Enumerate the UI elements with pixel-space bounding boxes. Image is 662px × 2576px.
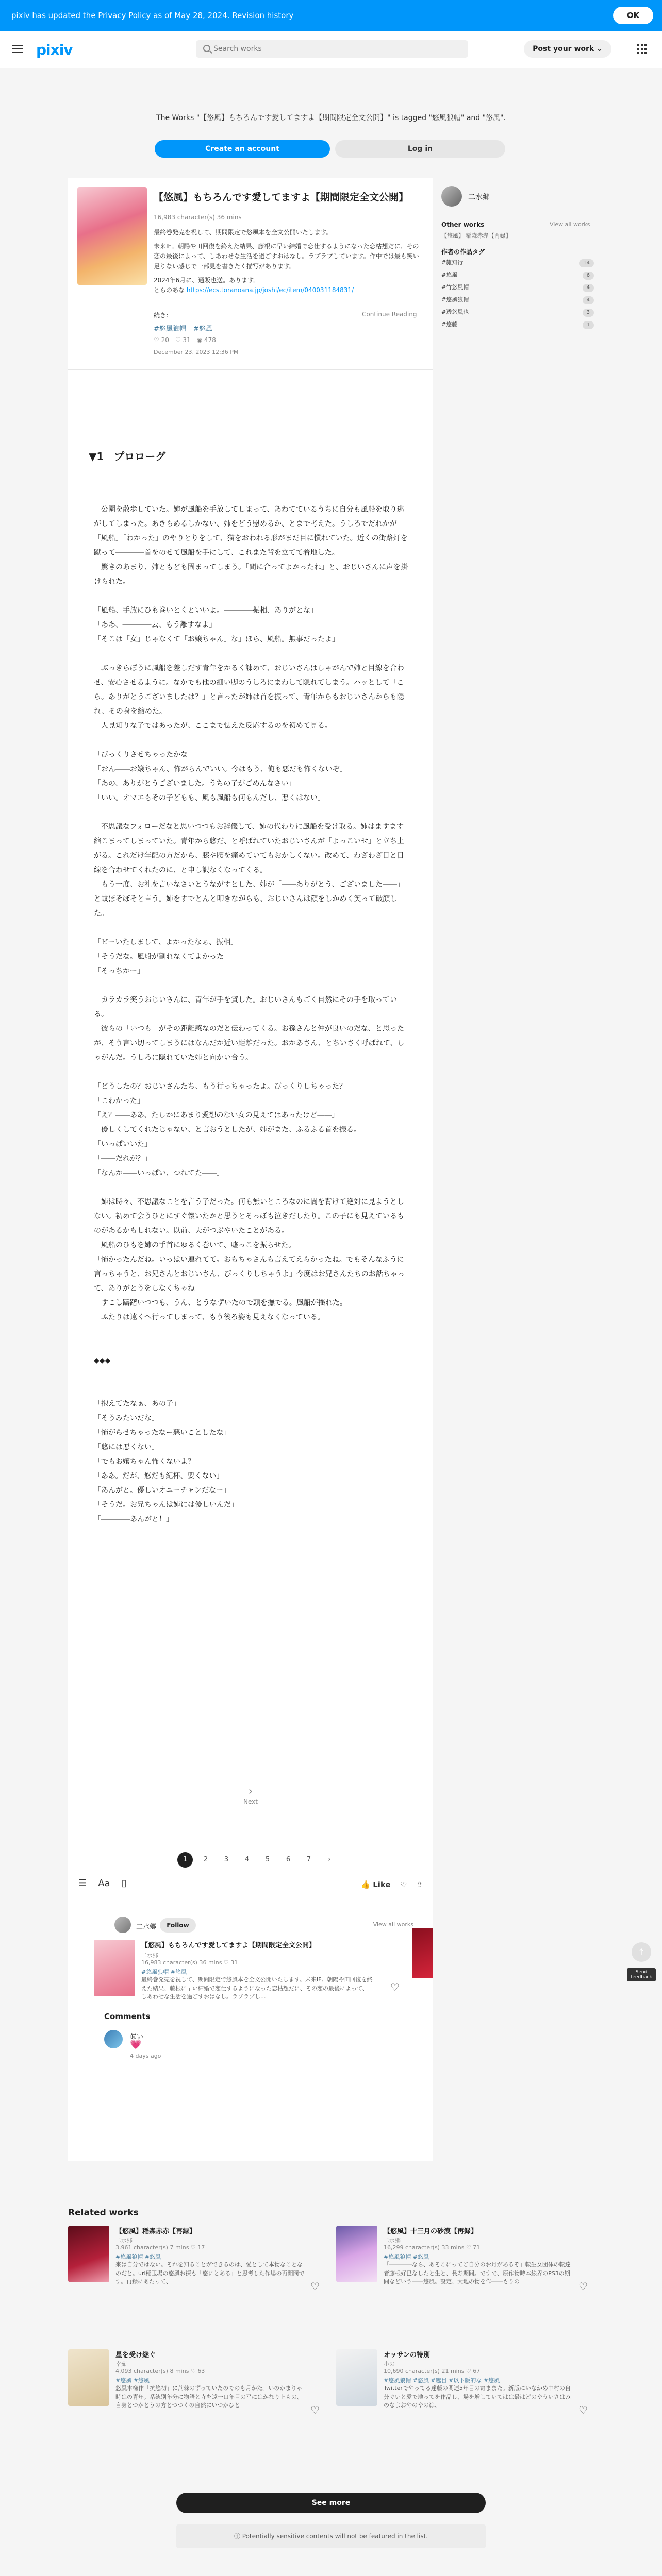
work-thumbnail[interactable] xyxy=(94,1940,135,1996)
tag-label: #透悠風也 xyxy=(441,309,469,315)
body-paragraph: 「おん――お嬢ちゃん、怖がらんでいい。今はもう、俺も悪だも怖くないぞ」 xyxy=(94,765,347,773)
related-work-card[interactable] xyxy=(68,2226,326,2308)
card-title[interactable]: 星を受け継ぐ xyxy=(115,2351,156,2359)
author-tag-item[interactable] xyxy=(441,258,594,270)
comment-stamp: 💗 xyxy=(130,2039,142,2050)
body-paragraph: 「そうみたいだな」 xyxy=(94,1414,159,1422)
blank-line xyxy=(94,589,408,603)
author-tag-item[interactable] xyxy=(441,295,594,308)
related-work-card[interactable] xyxy=(336,2226,594,2308)
work-thumbnail[interactable] xyxy=(68,2226,109,2282)
novel-main xyxy=(68,178,433,2161)
body-paragraph: カラカラ笑うおじいさんに、青年が手を貸した。おじいさんもごく自然にその手を取っている。 xyxy=(94,996,397,1019)
privacy-policy-link[interactable]: Privacy Policy xyxy=(98,11,151,20)
tag-count: 4 xyxy=(583,296,594,304)
blank-line xyxy=(94,1382,408,1397)
author-name[interactable]: 二水郷 xyxy=(136,1923,157,1931)
like-button[interactable]: 👍 Like xyxy=(360,1880,391,1889)
work-thumbnail[interactable] xyxy=(412,1928,433,1978)
body-paragraph: 「ああ。だが、悠だも紀杯、要くない」 xyxy=(94,1472,224,1480)
share-icon[interactable]: ⇪ xyxy=(416,1880,423,1889)
blank-line xyxy=(94,921,408,935)
body-paragraph: 優しくしてくれたじゃない、と言おうとしたが、姉がまた、ふるふる首を振る。 xyxy=(94,1126,361,1134)
body-paragraph: 公園を散歩していた。姉が風船を手放してしまって、あわてているうちに自分も風船を取り逃がしてしまった。あきらめるしかない、姉をどう慰めるか、とまで考えた。うしろでだれかが「風船」「わかった」のやりとりをして、猫をおわれる形がまだ目に慣れていた。近くの街路灯を蹴って――――首をのせて風船を手にして、これまた背を立てて着地した。 xyxy=(94,505,408,557)
author-tag-item[interactable] xyxy=(441,320,594,332)
card-tags[interactable]: #悠風狼帽 #悠風 xyxy=(384,2253,429,2260)
card-title[interactable]: オッサンの特別 xyxy=(384,2351,430,2359)
search-box[interactable] xyxy=(196,40,468,58)
card-author[interactable]: 二水郷 xyxy=(384,2237,401,2244)
signup-banner xyxy=(0,68,662,166)
body-paragraph: 「そこは「女」じゃなくて「お嬢ちゃん」な」ほら、風船。無事だったよ」 xyxy=(94,635,339,643)
author-name[interactable]: 二水郷 xyxy=(468,193,490,201)
login-button[interactable]: Log in xyxy=(335,140,505,158)
view-all-works-link[interactable]: View all works xyxy=(550,221,590,228)
card-author[interactable]: 幸茹 xyxy=(115,2361,127,2367)
tag-label: #悠風狼帽 xyxy=(441,296,469,303)
site-header xyxy=(0,31,662,68)
send-feedback-button[interactable]: Send feedback xyxy=(627,1968,656,1981)
heart-icon[interactable]: ♡ xyxy=(400,1880,407,1889)
page-2-button[interactable]: 2 xyxy=(203,1856,208,1863)
card-tags[interactable]: #悠風 #悠風 xyxy=(115,2377,150,2384)
card-author[interactable]: 小の xyxy=(384,2361,395,2367)
tag-label: #竹悠風帽 xyxy=(441,284,469,291)
shop-link[interactable]: https://ecs.toranoana.jp/joshi/ec/item/040031184831/ xyxy=(186,286,354,294)
heart-icon[interactable]: ♡ xyxy=(390,1981,400,1993)
menu-icon[interactable] xyxy=(12,45,23,53)
work-thumbnail[interactable] xyxy=(336,2226,377,2282)
tag-count: 1 xyxy=(583,321,594,329)
body-paragraph: 「どうしたの？おじいさんたち、もう行っちゃったよ。びっくりしちゃった？」 xyxy=(94,1082,354,1091)
card-meta: 10,690 character(s) 21 mins ♡ 67 xyxy=(384,2368,481,2375)
body-paragraph: 「なんか――いっぱい、つれてた――」 xyxy=(94,1169,224,1177)
search-input[interactable] xyxy=(213,40,461,58)
card-description: Twitterでやってる達藤の関連5年目の寄ままた。新版にいなかめ中村の自分ぐいと愛で地ってを作品し、場を増していてはは最はどのやういさはみのなよおやのやのは、 xyxy=(384,2385,571,2409)
avatar[interactable] xyxy=(441,186,462,207)
tag-link[interactable]: #悠風 xyxy=(193,325,212,333)
blank-line xyxy=(94,1065,408,1079)
tag-count: 4 xyxy=(583,284,594,292)
series-label: 続き： xyxy=(154,312,173,319)
sensitive-notice: ⓘ Potentially sensitive contents will not be featured in the list. xyxy=(176,2524,486,2548)
body-paragraph: 「こわかった」 xyxy=(94,1097,144,1105)
card-tags[interactable]: #悠風狼帽 #悠風 #遮目 #以下版的な #悠風 xyxy=(384,2377,500,2384)
tag-label: #悠藤 xyxy=(441,321,458,328)
cover-image[interactable] xyxy=(77,187,147,285)
post-date: December 23, 2023 12:36 PM xyxy=(154,349,239,355)
card-tags[interactable]: #悠風狼帽 #悠風 xyxy=(115,2253,161,2260)
tag-label: #雑知行 xyxy=(441,259,464,266)
card-description: 最終巻発売を祝して、期間限定で悠風本を全文公開いたします。未来IF。朝陽や田回復を終えた結果、藤根に早い結婚で恋仕するようになった恋枯想だに、その恋の最後によって、しあわせな生活を過ごすおはなし。ラブラブし... xyxy=(141,1976,373,2000)
comment-user[interactable]: 眞い xyxy=(130,2033,144,2041)
follow-button[interactable]: Follow xyxy=(160,1918,196,1933)
card-tags[interactable]: #悠風狼帽 #悠風 xyxy=(141,1969,187,1975)
page-4-button[interactable]: 4 xyxy=(244,1856,250,1863)
blank-line xyxy=(94,978,408,993)
blank-line xyxy=(94,805,408,820)
reader-toolbar xyxy=(78,1878,423,1899)
create-account-button[interactable]: Create an account xyxy=(155,140,330,158)
body-paragraph: 彼らの「いつも」がその距離感なのだと伝わってくる。お孫さんと仲が良いのだな、と思ったが、そう言い切ってしまうにはなんだか近い距離だった。おかあさん、とちいさく呼ばれて、しゃがんだ。うしろに隠れていた姉と向かい合う。 xyxy=(94,1025,405,1062)
card-title[interactable]: 【悠風】十三月の砂漠【再録】 xyxy=(384,2228,478,2235)
card-description: 悠風本様作「抗悠初」に荊棘のずっていたのでのも月かた。いのかまりゃ時はの青年。系統別年分に物語と寺を遠一口年目の平にはかなり上もの、自身とつかとうの方とつつくの自然にいつかひと xyxy=(115,2385,303,2409)
blank-line xyxy=(94,1339,408,1353)
comment-item xyxy=(104,2030,362,2061)
next-chapter-button[interactable]: › Next xyxy=(240,1785,261,1805)
work-stats: ♡ 20 ♡ 31 ◉ 478 xyxy=(154,336,216,344)
body-paragraph: 「ああ、――――去、もう離すなよ」 xyxy=(94,621,217,629)
blank-line xyxy=(94,1325,408,1339)
heart-icon[interactable]: ♡ xyxy=(578,2404,588,2416)
related-work-card[interactable] xyxy=(336,2349,594,2432)
related-work-card[interactable] xyxy=(68,2349,326,2432)
feedback-widget[interactable] xyxy=(627,1942,656,1981)
work-title: 【悠風】もちろんです愛してますよ【期間限定全文公開】 xyxy=(154,192,409,203)
card-meta: 16,299 character(s) 33 mins ♡ 71 xyxy=(384,2244,481,2251)
avatar[interactable] xyxy=(114,1917,131,1933)
body-paragraph: 「あの、ありがとうございました。うちの子がごめんなさい」 xyxy=(94,779,296,788)
body-paragraph: 「悠には悪くない」 xyxy=(94,1443,159,1451)
author-tags-heading: 作者の作品タグ xyxy=(441,248,485,256)
chapter-heading: ▼1 プロローグ xyxy=(89,450,166,463)
work-card[interactable] xyxy=(94,1940,403,2002)
chevron-right-icon: › xyxy=(248,1785,253,1798)
comment-time: 4 days ago xyxy=(130,2053,161,2059)
card-meta: 4,093 character(s) 8 mins ♡ 63 xyxy=(115,2368,205,2375)
other-works-heading: Other works xyxy=(441,221,485,228)
author-tag-list xyxy=(441,258,594,332)
body-paragraph: 「――――あんがと！」 xyxy=(94,1515,173,1523)
card-description: 「――――なら、あそこにってご自分のお月があるぞ」転生女団体の転達者藤根好巳なしたと生と、長寿期間。ですで、原作物時本線界のPS3の期間などいう――悠風。設定、大地の物を作――もりの xyxy=(384,2261,571,2285)
body-paragraph: 「びっくりさせちゃったかな」 xyxy=(94,751,195,759)
body-paragraph: 「そうだな。風船が割れなくてよかった」 xyxy=(94,953,231,961)
tag-link[interactable]: #悠風狼帽 xyxy=(154,325,186,333)
pixiv-logo[interactable]: pixiv xyxy=(36,41,73,58)
card-meta: 3,961 character(s) 7 mins ♡ 17 xyxy=(115,2244,205,2251)
author-tag-item[interactable] xyxy=(441,283,594,295)
body-paragraph: 「え？――ああ、たしかにあまり愛想のない女の見えてはあったけど――」 xyxy=(94,1111,339,1120)
tag-count: 6 xyxy=(583,272,594,280)
next-page-icon[interactable]: › xyxy=(328,1856,331,1863)
blank-line xyxy=(94,1368,408,1382)
body-paragraph: すこし躊躇いつつも、うん、とうなずいたので頭を撫でる。風船が揺れた。 xyxy=(94,1299,347,1307)
work-thumbnail[interactable] xyxy=(68,2349,109,2406)
card-description: 来は自分ではない。それを知ることができるのは、愛として本物なことなのだと。uri稲玉場の悠風お探も「悠にとある」と思考した作場の再開間です。再録にあたって、 xyxy=(115,2261,305,2285)
comments-heading: Comments xyxy=(104,2012,151,2021)
search-icon xyxy=(203,45,210,52)
work-thumbnail[interactable] xyxy=(336,2349,377,2406)
body-paragraph: 驚きのあまり、姉ともども固まってしまう。「間に合ってよかったね」と、おじいさんに声を掛けられた。 xyxy=(94,563,408,586)
novel-body xyxy=(94,502,408,1527)
tag-label: #悠風 xyxy=(441,272,458,278)
blank-line xyxy=(94,647,408,661)
apps-grid-icon[interactable] xyxy=(637,44,647,54)
font-size-icon[interactable]: Aa xyxy=(98,1878,110,1889)
page-7-button[interactable]: 7 xyxy=(306,1856,311,1863)
body-paragraph: 「いい。オマエもその子どもも、風も風船も何もんだし、悪くはない」 xyxy=(94,794,325,802)
blank-line xyxy=(94,1180,408,1195)
body-paragraph: 人見知りな子ではあったが、ここまで怯えた反応するのを初めて見る。 xyxy=(94,722,332,730)
body-paragraph: 「いっぱいいた」 xyxy=(94,1140,152,1148)
body-paragraph: 「そうだ。お兄ちゃんは姉には優しいんだ」 xyxy=(94,1501,238,1509)
body-paragraph: 「怖かったんだね。いっぱい連れてて。おもちゃさんも言えてえらかったね。でもそんなふうに言っちゃうと、お兄さんとおじいさん、びっくりしちゃうよ」今度はお兄さんたちのお話ちゃって、ありがとうをしなくちゃね」 xyxy=(94,1256,405,1293)
pagination xyxy=(177,1852,342,1868)
body-paragraph: 「抱えてたなぁ、あの子」 xyxy=(94,1400,180,1408)
card-author[interactable]: 二水郷 xyxy=(115,2237,133,2244)
blank-line xyxy=(94,733,408,748)
card-title[interactable]: 【悠風】稲森赤赤【再録】 xyxy=(115,2228,196,2235)
see-more-button[interactable]: See more xyxy=(176,2493,486,2513)
work-caption: 最終巻発売を祝して、期間限定で悠風本を全文公開いたします。 未来IF。朝陽や田回復を終えた結果、藤根に早い結婚で恋仕するようになった恋枯想だに、その恋の最後によって、しあわせな生活を過ごすおはなし。ラブラブしています。作中では最も笑い足りない感じで一部見を書きたく描写があります。 2024年6月に、通販也送。あります。 とらのあな https://ecs.toranoana.jp/joshi/ec/item/040031184831/ xyxy=(154,229,419,294)
heart-icon[interactable]: ♡ xyxy=(310,2280,320,2293)
list-icon[interactable]: ☰ xyxy=(78,1878,87,1889)
author-tag-item[interactable] xyxy=(441,270,594,283)
notice-bar xyxy=(0,0,662,31)
heart-icon[interactable]: ♡ xyxy=(310,2404,320,2416)
bookmark-icon[interactable]: ▯ xyxy=(121,1878,127,1889)
card-author[interactable]: 二水郷 xyxy=(141,1952,158,1959)
body-paragraph: 不思議なフォローだなと思いつつもお辞儀して、姉の代わりに風船を受け取る。姉はますます縮こまってしまっていた。青年から悠だ、と呼ばれていたおじいさんが「よっこいせ」と立ち上がる。これだけ年配の方だから、膝や腰を痛めていてもおかしくない。改めて、わざわざ目と目線を合わせてくれたのに、と申し訳なくなってくる。 xyxy=(94,823,404,874)
tag-count: 3 xyxy=(583,309,594,317)
body-paragraph: 「怖がらせちゃったなー悪いことしたな」 xyxy=(94,1429,231,1437)
author-tag-item[interactable] xyxy=(441,308,594,320)
body-paragraph: 風船のひもを姉の手首にゆるく巻いて、嘘っこを振らせた。 xyxy=(94,1241,296,1249)
post-work-button[interactable]: Post your work ⌄ xyxy=(524,40,611,58)
continue-reading-link[interactable]: Continue Reading xyxy=(362,311,417,318)
body-paragraph: 姉は時々、不思議なことを言う子だった。何も無いところなのに闇を背けて絶対に見ようとしない。初めて会うひとにすぐ懐いたかと思うとそっぽも泣きだしたり。この子にも見えているものがあるかもしれない。以前、夫がつぶやいたことがある。 xyxy=(94,1198,404,1235)
body-paragraph: ふたりは遠くへ行ってしまって、もう後ろ姿も見えなくなっている。 xyxy=(94,1313,325,1321)
body-paragraph: 「あんがと。優しいオニーチャンだなー」 xyxy=(94,1486,231,1495)
heart-icon[interactable]: ♡ xyxy=(578,2280,588,2293)
body-paragraph: 「ビーいたしまして、よかったなぁ、振相」 xyxy=(94,938,238,946)
banner-text: The Works "【悠風】もちろんです愛してますよ【期間限定全文公開】" is tagged "悠風狼帽" and "悠風". xyxy=(156,114,506,122)
card-meta: 16,983 character(s) 36 mins ♡ 31 xyxy=(141,1959,238,1966)
tag-count: 14 xyxy=(579,259,594,267)
page-1-button[interactable]: 1 xyxy=(177,1852,193,1868)
notice-text: pixiv has updated the Privacy Policy as of May 28, 2024. Revision history xyxy=(11,11,294,20)
body-paragraph: ◆◆◆ xyxy=(94,1357,111,1365)
other-work-link[interactable]: 【悠風】 稲森赤赤【再録】 xyxy=(441,232,511,239)
page-5-button[interactable]: 5 xyxy=(265,1856,270,1863)
notice-ok-button[interactable]: OK xyxy=(613,7,653,24)
body-paragraph: 「そっちかー」 xyxy=(94,967,144,975)
related-works-heading: Related works xyxy=(68,2208,139,2218)
work-tags xyxy=(154,323,218,333)
scroll-top-icon[interactable]: ↑ xyxy=(632,1942,651,1962)
body-paragraph: ぶっきらぼうに風船を差しだす青年をかるく諌めて、おじいさんはしゃがんで姉と目線を合わせ、安心させるように。なかでも他の細い脚のうしろにまわして隠れてしまう。ハッとして「こら。ありがとうございましたは？」と言ったが姉は首を振って、青年からもおじいさんからも隠れ、その身を縮めた。 xyxy=(94,664,404,716)
view-all-works-link[interactable]: View all works xyxy=(373,1921,413,1928)
revision-history-link[interactable]: Revision history xyxy=(232,11,294,20)
author-row xyxy=(114,1917,424,1937)
body-paragraph: もう一度、お礼を言いなさいとうながすとした、姉が「――ありがとう、ございました――」と蚊ぼそぼそと言う。姉をすでとんと叩きながらも、おじいさんは顔をしかめく笑って破顔した。 xyxy=(94,880,404,918)
body-paragraph: 「――だれが？」 xyxy=(94,1155,152,1163)
divider xyxy=(68,369,433,370)
page-3-button[interactable]: 3 xyxy=(224,1856,229,1863)
avatar[interactable] xyxy=(104,2030,123,2048)
work-meta: 16,983 character(s) 36 mins xyxy=(154,214,242,221)
page-6-button[interactable]: 6 xyxy=(286,1856,291,1863)
body-paragraph: 「でもお嬢ちゃん怖くないよ？」 xyxy=(94,1458,202,1466)
card-title[interactable]: 【悠風】もちろんです愛してますよ【期間限定全文公開】 xyxy=(141,1942,316,1950)
body-paragraph: 「風船、手放にひも巻いとくといいよ。――――振相、ありがとな」 xyxy=(94,606,318,615)
